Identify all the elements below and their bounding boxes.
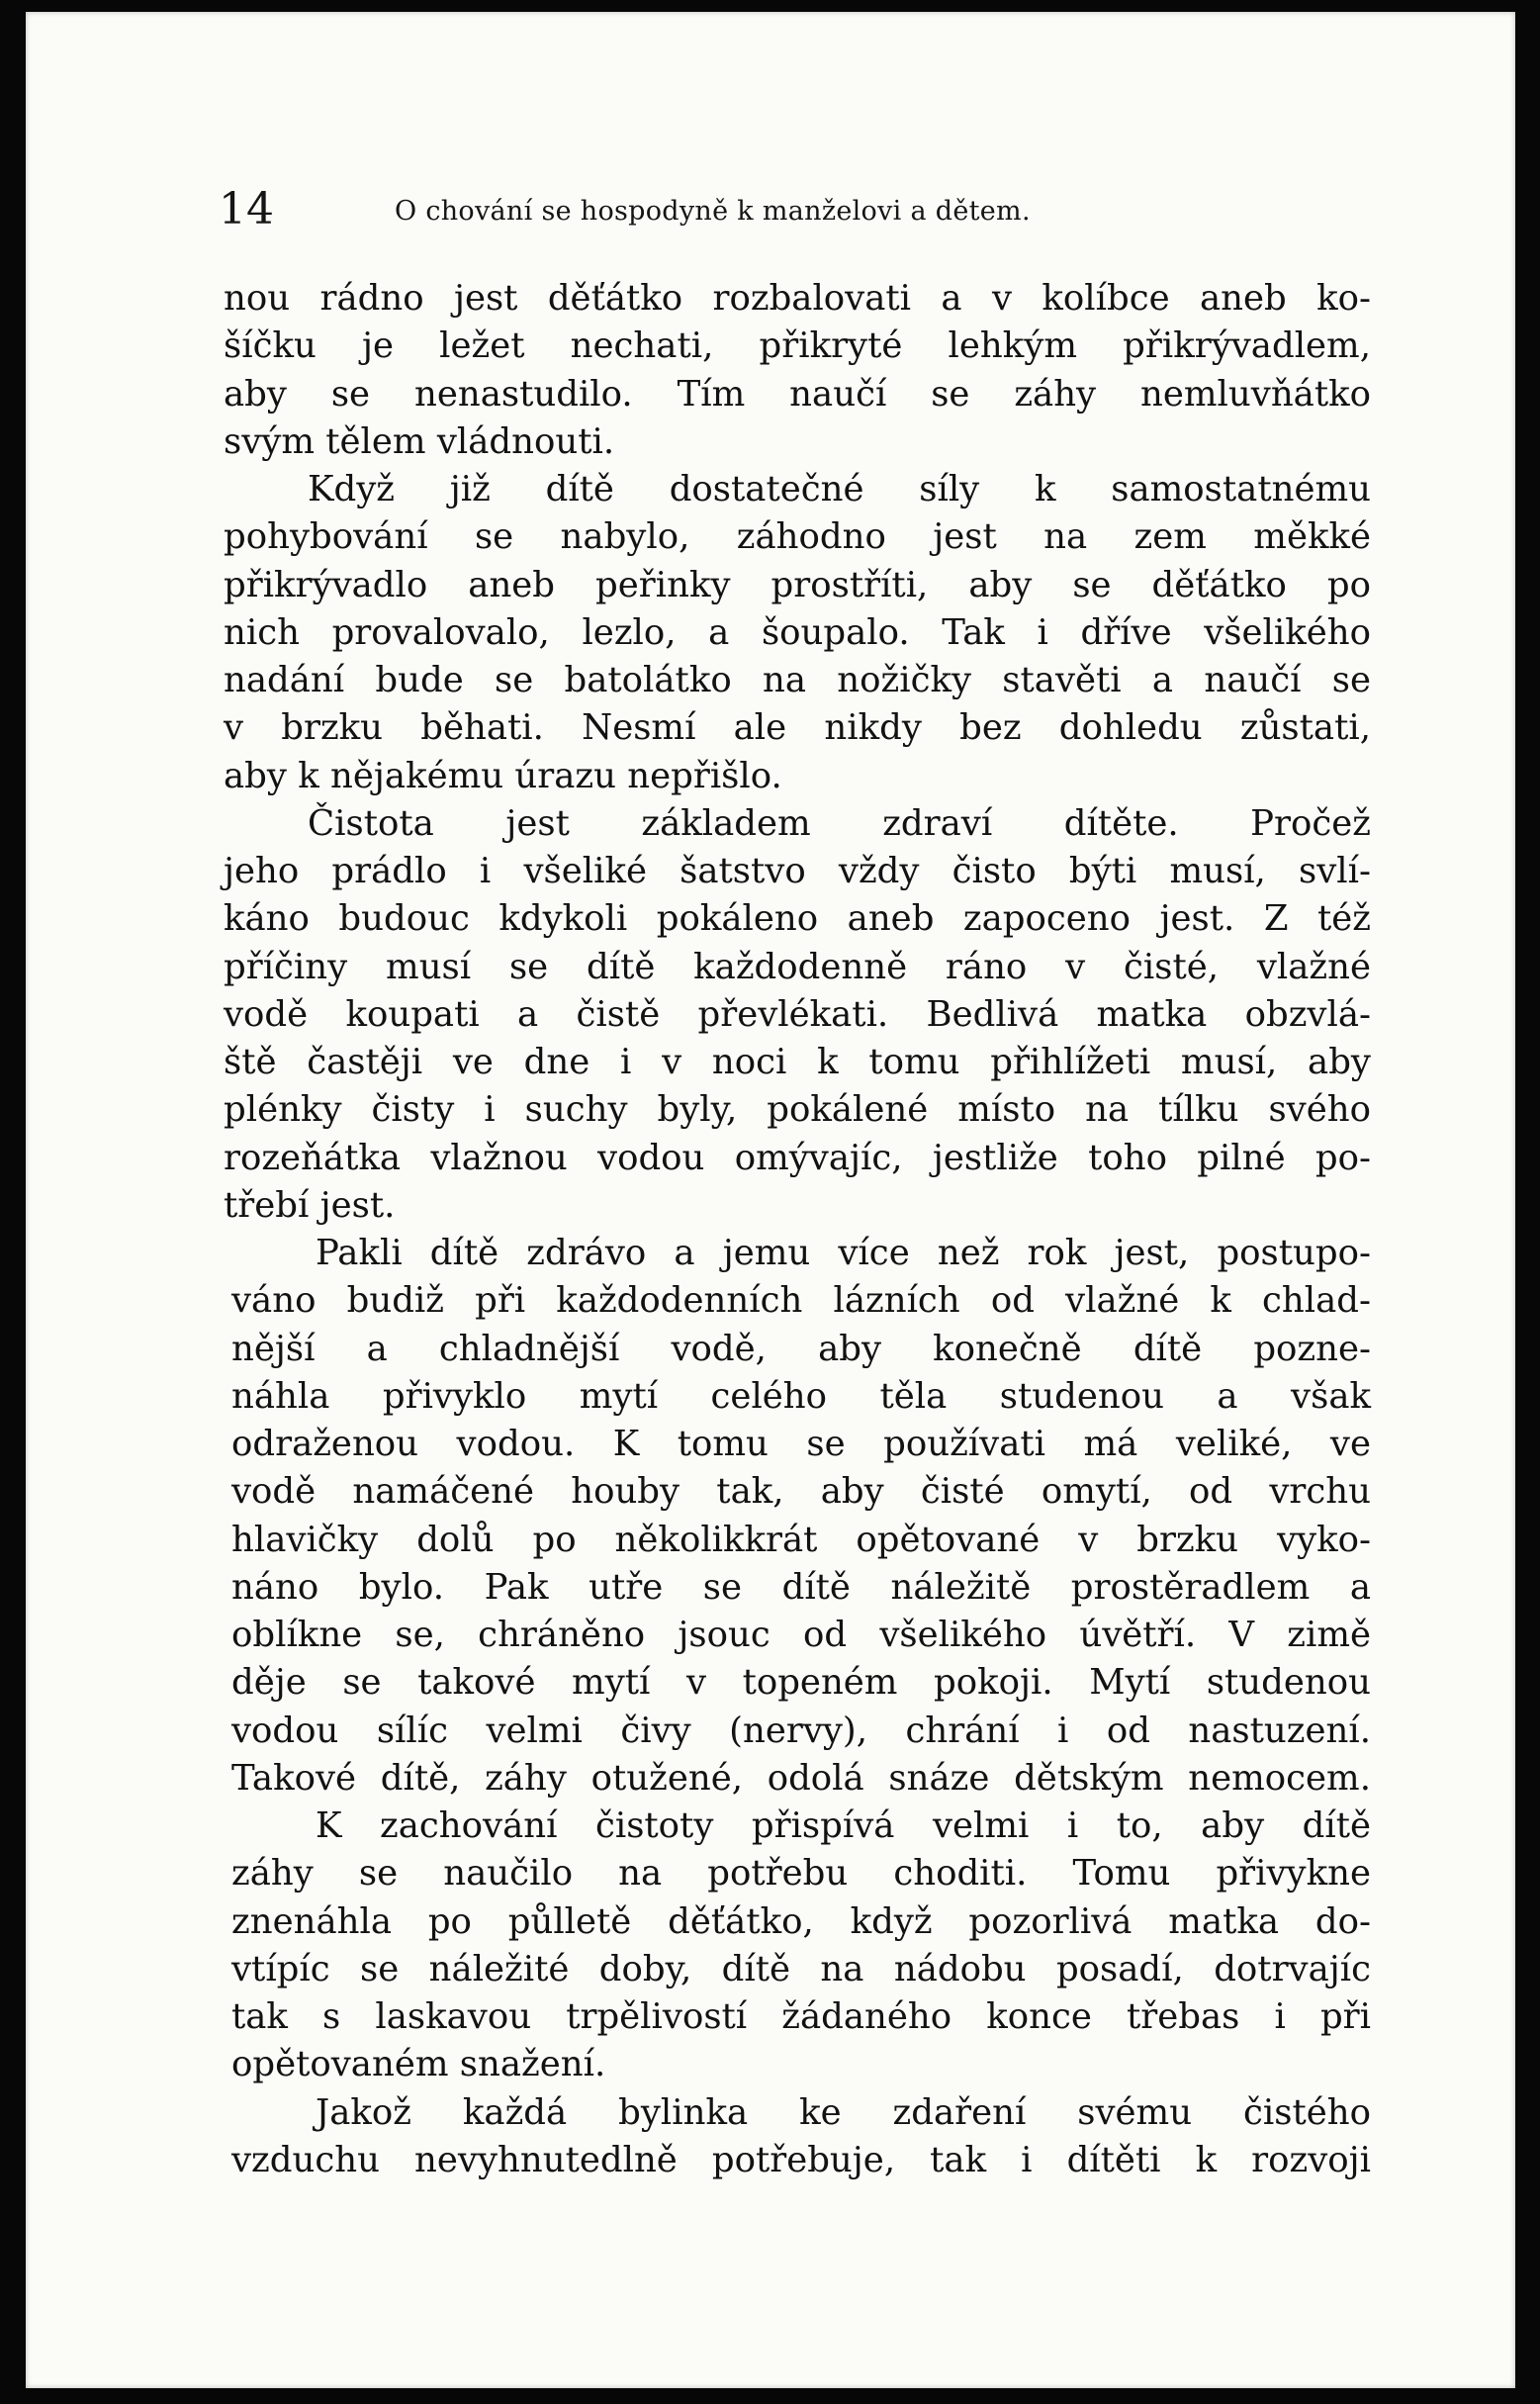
text-line: jeho prádlo i všeliké šatstvo vždy čisto býti musí, svlí- [224, 851, 1371, 891]
text-line: hlavičky dolů po několikkrát opětované v brzku vyko- [231, 1519, 1371, 1560]
text-line: vzduchu nevyhnutedlně potřebuje, tak i dítěti k rozvoji [231, 2139, 1371, 2180]
paragraph-start-line: K zachování čistoty přispívá velmi i to, aby dítě [316, 1805, 1371, 1846]
text-line: děje se takové mytí v topeném pokoji. Mytí studenou [231, 1662, 1371, 1704]
paragraph-start-line: Čistota jest základem zdraví dítěte. Pročež [308, 802, 1371, 844]
text-line: v brzku běhati. Nesmí ale nikdy bez dohledu zůstati, [224, 707, 1371, 749]
text-line: plénky čisty i suchy byly, pokálené místo na tílku svého [224, 1089, 1371, 1131]
paragraph-start-line: Jakož každá bylinka ke zdaření svému čistého [316, 2091, 1371, 2133]
text-line: vtípíc se náležité doby, dítě na nádobu posadí, dotrvajíc [231, 1948, 1371, 1989]
text-line: váno budiž při každodenních lázních od vlažné k chlad- [231, 1280, 1371, 1322]
paragraph-start-line: Pakli dítě zdrávo a jemu více než rok jest, postupo- [316, 1233, 1371, 1273]
text-line: šíčku je ležet nechati, přikryté lehkým přikrývadlem, [224, 325, 1371, 367]
page-number: 14 [219, 184, 274, 234]
text-line: vodě namáčené houby tak, aby čisté omytí, od vrchu [231, 1471, 1371, 1513]
text-line: nější a chladnější vodě, aby konečně dítě pozne- [231, 1328, 1371, 1369]
text-line: třebí jest. [224, 1184, 396, 1226]
text-line: aby k nějakému úrazu nepřišlo. [224, 755, 782, 796]
text-line: rozeňátka vlažnou vodou omývajíc, jestliže toho pilné po- [224, 1137, 1371, 1178]
text-line: záhy se naučilo na potřebu choditi. Tomu přivykne [231, 1853, 1371, 1895]
text-line: vodou sílíc velmi čivy (nervy), chrání i od nastuzení. [231, 1710, 1371, 1751]
paragraph-start-line: Když již dítě dostatečné síly k samostatnému [308, 469, 1371, 509]
running-header [219, 178, 1287, 247]
text-line: oblíkne se, chráněno jsouc od všelikého úvětří. V zimě [231, 1615, 1371, 1655]
text-line: náno bylo. Pak utře se dítě náležitě prostěradlem a [231, 1566, 1371, 1608]
text-line: aby se nenastudilo. Tím naučí se záhy nemluvňátko [224, 373, 1371, 415]
text-line: příčiny musí se dítě každodenně ráno v čisté, vlažné [224, 946, 1371, 987]
book-page [26, 12, 1515, 2388]
text-line: náhla přivyklo mytí celého těla studenou a však [231, 1375, 1371, 1417]
text-line: nadání bude se batolátko na nožičky stavěti a naučí se [224, 660, 1371, 700]
text-line: přikrývadlo aneb peřinky prostříti, aby se děťátko po [224, 564, 1371, 605]
text-line: odraženou vodou. K tomu se používati má veliké, ve [231, 1424, 1371, 1464]
text-line: ště častěji ve dne i v noci k tomu přihlížeti musí, aby [224, 1042, 1371, 1082]
text-line: vodě koupati a čistě převlékati. Bedlivá matka obzvlá- [224, 993, 1371, 1035]
text-line: nich provalovalo, lezlo, a šoupalo. Tak i dříve všelikého [224, 611, 1371, 653]
text-line: pohybování se nabylo, záhodno jest na zem měkké [224, 516, 1371, 558]
text-line: tak s laskavou trpělivostí žádaného konce třebas i při [231, 1996, 1371, 2037]
running-title: O chování se hospodyně k manželovi a dětem. [395, 196, 1031, 227]
text-line: svým tělem vládnouti. [224, 420, 615, 462]
text-line: Takové dítě, záhy otužené, odolá snáze dětským nemocem. [231, 1757, 1371, 1799]
body-text [224, 275, 1371, 2184]
text-line: káno budouc kdykoli pokáleno aneb zapoceno jest. Z též [224, 898, 1371, 940]
text-line: nou rádno jest děťátko rozbalovati a v kolíbce aneb ko- [224, 278, 1371, 319]
text-line: znenáhla po půlletě děťátko, když pozorlivá matka do- [231, 1900, 1371, 1942]
text-line: opětovaném snažení. [231, 2044, 606, 2085]
